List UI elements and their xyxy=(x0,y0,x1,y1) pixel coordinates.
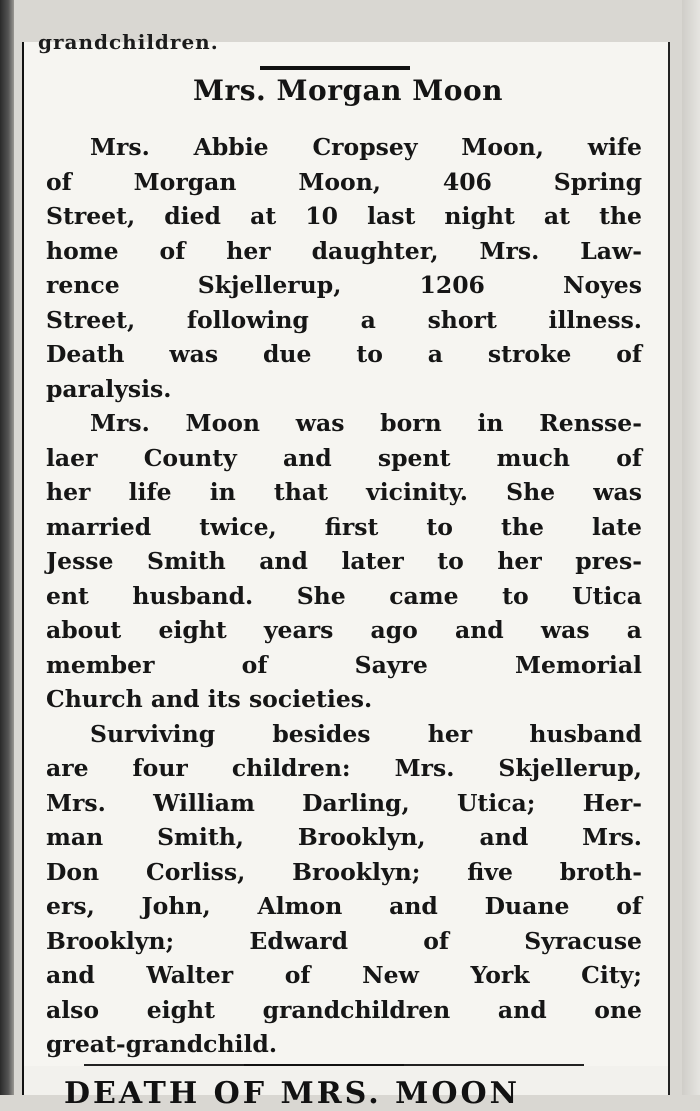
text-line: paralysis. xyxy=(46,374,172,403)
text-line: and Walter of New York City; xyxy=(46,961,642,989)
text-line: Jesse Smith and later to her pres- xyxy=(46,547,642,575)
text-line: member of Sayre Memorial xyxy=(46,650,642,679)
obituary-body xyxy=(46,130,642,1062)
text-line: Mrs. Abbie Cropsey Moon, wife xyxy=(90,133,642,161)
next-article-fragment xyxy=(22,1066,670,1111)
text-line: Brooklyn; Edward of Syracuse xyxy=(46,926,642,955)
text-line: Street, following a short illness. xyxy=(46,305,642,334)
newspaper-clipping xyxy=(22,30,670,1070)
text-line: Mrs. Moon was born in Rensse- xyxy=(90,409,642,437)
text-line: Church and its societies. xyxy=(46,685,373,713)
text-line: laer County and spent much of xyxy=(46,443,642,472)
text-line: also eight grandchildren and one xyxy=(46,995,642,1024)
previous-article-fragment: grandchildren. xyxy=(38,30,219,54)
text-line: married twice, first to the late xyxy=(46,512,642,541)
text-line: ers, John, Almon and Duane of xyxy=(46,892,642,920)
text-line: Street, died at 10 last night at the xyxy=(46,202,642,230)
text-line: of Morgan Moon, 406 Spring xyxy=(46,167,642,196)
text-line: about eight years ago and was a xyxy=(46,616,642,644)
text-line: home of her daughter, Mrs. Law- xyxy=(46,236,642,265)
headline-rule xyxy=(260,66,410,70)
text-line: ent husband. She came to Utica xyxy=(46,581,642,610)
text-line: great-grandchild. xyxy=(46,1030,278,1058)
obituary-headline: Mrs. Morgan Moon xyxy=(193,74,503,107)
text-line: are four children: Mrs. Skjellerup, xyxy=(46,754,642,782)
text-line: Surviving besides her husband xyxy=(90,719,642,748)
text-line: Death was due to a stroke of xyxy=(46,340,642,368)
text-line: her life in that vicinity. She was xyxy=(46,478,642,506)
text-line: man Smith, Brooklyn, and Mrs. xyxy=(46,823,642,851)
scan-shadow-left xyxy=(0,0,14,1095)
text-line: rence Skjellerup, 1206 Noyes xyxy=(46,271,642,299)
text-line: Don Corliss, Brooklyn; five broth- xyxy=(46,857,642,886)
next-article-headline: DEATH OF MRS. MOON xyxy=(64,1076,521,1111)
text-line: Mrs. William Darling, Utica; Her- xyxy=(46,788,642,817)
scan-margin-right xyxy=(682,0,700,1095)
